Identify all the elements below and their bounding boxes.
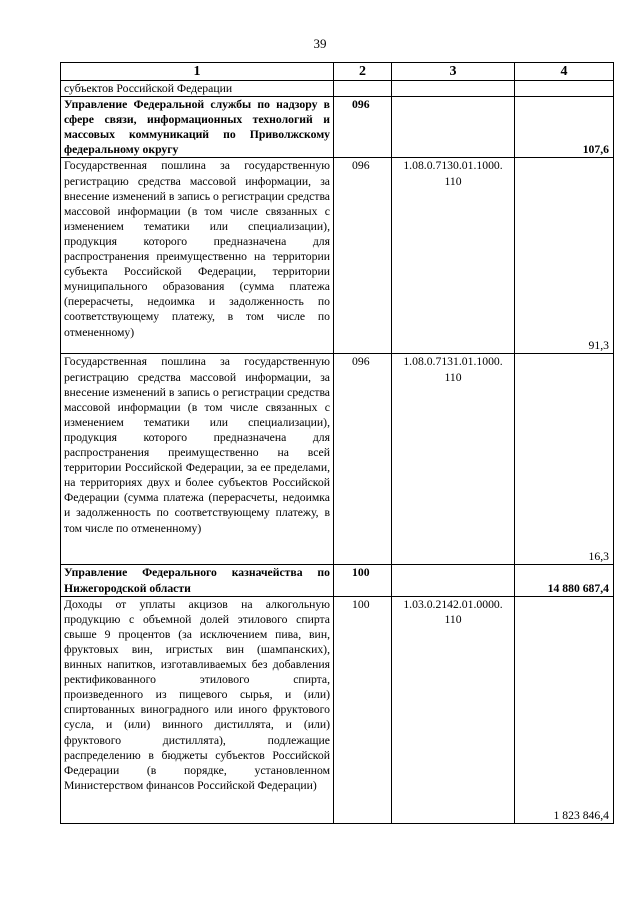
row-name: Доходы от уплаты акцизов на алкогольную продукцию с объемной долей этилового спирта свыше 9 процентов (за исключением пива, вин, фруктовых вин, игристых вин (шампанских), винных напитков, изготавливаемых без добавления ректификованного этилового спирта, произведенного из пищевого сырья, и (или) спиртованных виноградного или иного фруктового сусла, и (или) винного дистиллята, и (или) фруктового дистиллята), подлежащие распределению в бюджеты субъектов Российской Федерации (в порядке, установленном Министерством финансов Российской Федерации) (61, 596, 334, 823)
row-name: субъектов Российской Федерации (61, 81, 334, 97)
row-amount: 16,3 (588, 550, 609, 564)
row-budget-code (392, 97, 515, 158)
row-name: Управление Федерального казначейства по Нижегородской области (61, 565, 334, 596)
row-budget-code (392, 81, 515, 97)
row-admin-code (334, 81, 392, 97)
row-amount: 91,3 (588, 339, 609, 353)
table-header-row (61, 63, 614, 81)
budget-revenue-table (60, 62, 614, 824)
column-header-4: 4 (515, 63, 614, 81)
row-admin-code: 100 (334, 596, 392, 823)
row-admin-code: 100 (334, 565, 392, 596)
row-name: Государственная пошлина за государственную регистрацию средства массовой информации, за внесение изменений в запись о регистрации средства массовой информации (в том числе связанных с изменением тематики или специализации), продукция которого предназначена для распространения преимущественно на территории субъекта Российской Федерации, территории муниципального образования (сумма платежа (перерасчеты, недоимка и задолженность по соответствующему платежу, в том числе по отмененному) (61, 158, 334, 354)
row-amount-cell (515, 596, 614, 823)
row-admin-code: 096 (334, 97, 392, 158)
row-amount-cell (515, 565, 614, 596)
row-amount-cell (515, 354, 614, 565)
row-budget-code: 1.03.0.2142.01.0000. 110 (392, 596, 515, 823)
row-admin-code: 096 (334, 354, 392, 565)
table-row-revenue (61, 596, 614, 823)
row-budget-code: 1.08.0.7131.01.1000. 110 (392, 354, 515, 565)
row-name: Государственная пошлина за государственную регистрацию средства массовой информации, за внесение изменений в запись о регистрации средства массовой информации (в том числе связанных с изменением тематики или специализации), продукция которого предназначена для распространения преимущественно на всей территории Российской Федерации, за ее пределами, на территориях двух и более субъектов Российской Федерации (сумма платежа (перерасчеты, недоимка и задолженность по соответствующему платежу, в том числе по отмененному) (61, 354, 334, 565)
row-amount-cell (515, 81, 614, 97)
table-row-continuation (61, 81, 614, 97)
row-amount: 1 823 846,4 (553, 808, 609, 822)
page-number: 39 (313, 36, 327, 51)
column-header-1: 1 (61, 63, 334, 81)
column-header-3: 3 (392, 63, 515, 81)
row-name: Управление Федеральной службы по надзору в сфере связи, информационных технологий и массовых коммуникаций по Приволжскому федеральному округу (61, 97, 334, 158)
row-amount: 107,6 (582, 143, 609, 157)
row-amount-cell (515, 97, 614, 158)
row-amount: 14 880 687,4 (547, 581, 609, 595)
row-budget-code: 1.08.0.7130.01.1000. 110 (392, 158, 515, 354)
table-row-revenue (61, 354, 614, 565)
column-header-2: 2 (334, 63, 392, 81)
table-row-administrator (61, 565, 614, 596)
table-row-administrator (61, 97, 614, 158)
row-admin-code: 096 (334, 158, 392, 354)
row-amount-cell (515, 158, 614, 354)
table-row-revenue (61, 158, 614, 354)
row-budget-code (392, 565, 515, 596)
